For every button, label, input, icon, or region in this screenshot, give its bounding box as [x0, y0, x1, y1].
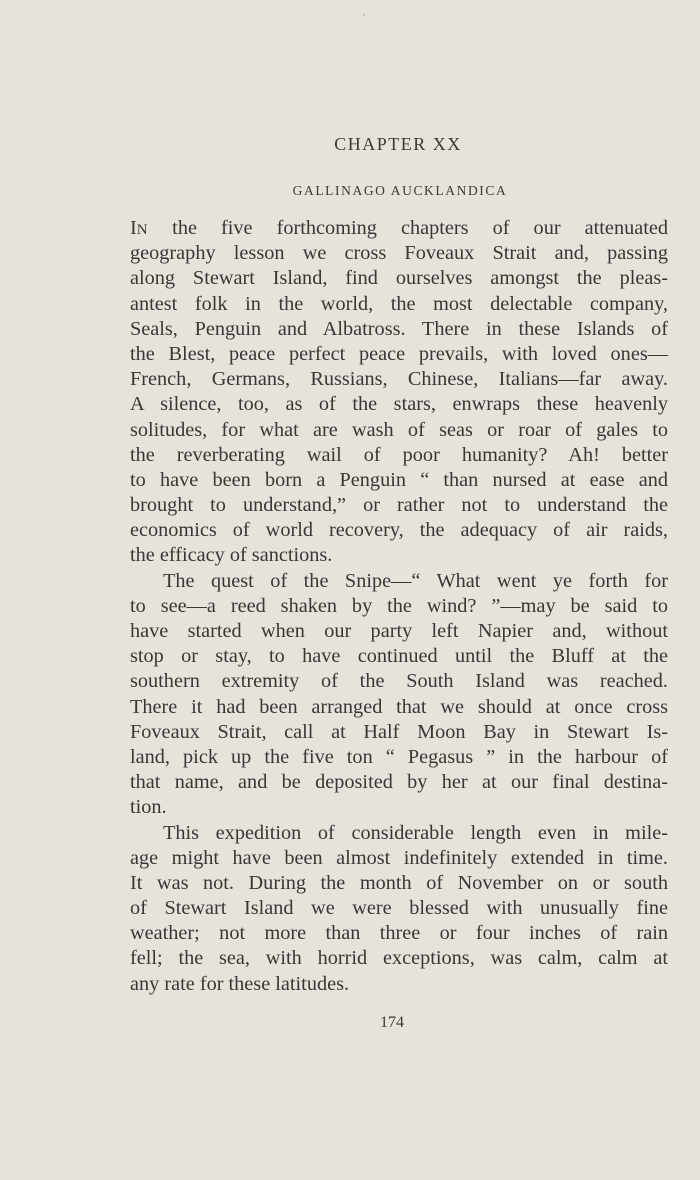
text-line: the efficacy of sanctions. [130, 544, 333, 567]
text-line: to see—a reed shaken by the wind? ”—may be said to [130, 594, 668, 617]
text-line: geography lesson we cross Foveaux Strait and, passing [130, 242, 668, 265]
text-line: have started when our party left Napier and, without [130, 620, 668, 642]
text-line: stop or stay, to have continued until the Bluff at the [130, 645, 668, 668]
text-line: antest folk in the world, the most delectable company, [130, 292, 668, 315]
paragraph [130, 569, 668, 821]
text-line: the reverberating wail of poor humanity? Ah! better [130, 443, 668, 466]
text-line: Foveaux Strait, call at Half Moon Bay in Stewart Is- [130, 720, 668, 743]
text-line: that name, and be deposited by her at our final destina- [130, 771, 668, 794]
text-line: A silence, too, as of the stars, enwraps these heavenly [130, 393, 668, 416]
text-line: to have been born a Penguin “ than nursed at ease and [130, 468, 668, 491]
dropcap: I [130, 217, 137, 239]
text-line: land, pick up the five ton “ Pegasus ” in the harbour of [130, 745, 668, 768]
text-line: solitudes, for what are wash of seas or roar of gales to [130, 418, 668, 441]
paper-speck [363, 14, 365, 16]
text-line: This expedition of considerable length even in mile- [163, 821, 668, 844]
chapter-subtitle: GALLINAGO AUCKLANDICA [292, 183, 508, 198]
text-line: There it had been arranged that we should at once cross [130, 695, 668, 718]
text-line: southern extremity of the South Island was reached. [130, 670, 668, 693]
text-line: fell; the sea, with horrid exceptions, was calm, calm at [130, 947, 668, 970]
text-line: The quest of the Snipe—“ What went ye forth for [163, 569, 668, 592]
text-line: tion. [130, 796, 167, 819]
text-line: economics of world recovery, the adequacy of air raids, [130, 519, 668, 542]
text-line: the Blest, peace perfect peace prevails, with loved ones— [130, 342, 668, 365]
text-line: age might have been almost indefinitely extended in time. [130, 846, 668, 869]
text-line: any rate for these latitudes. [130, 972, 350, 995]
text-line: French, Germans, Russians, Chinese, Italians—far away. [130, 368, 668, 391]
text-line: of Stewart Island we were blessed with unusually fine [130, 897, 668, 920]
paragraph [130, 821, 668, 997]
text-line: It was not. During the month of November on or south [130, 871, 668, 894]
line-text: the five forthcoming chapters of our attenuated [148, 217, 668, 239]
page-number: 174 [380, 1014, 404, 1031]
text-line: brought to understand,” or rather not to understand the [130, 494, 668, 517]
text-line: Seals, Penguin and Albatross. There in these Islands of [130, 317, 668, 340]
paragraph [130, 216, 668, 569]
text-line: along Stewart Island, find ourselves amongst the pleas- [130, 267, 668, 290]
text-line [130, 216, 668, 241]
smallcap-letter: N [136, 222, 149, 238]
chapter-heading: CHAPTER XX [334, 134, 462, 154]
body-text [130, 216, 668, 997]
text-line: weather; not more than three or four inches of rain [130, 922, 668, 945]
